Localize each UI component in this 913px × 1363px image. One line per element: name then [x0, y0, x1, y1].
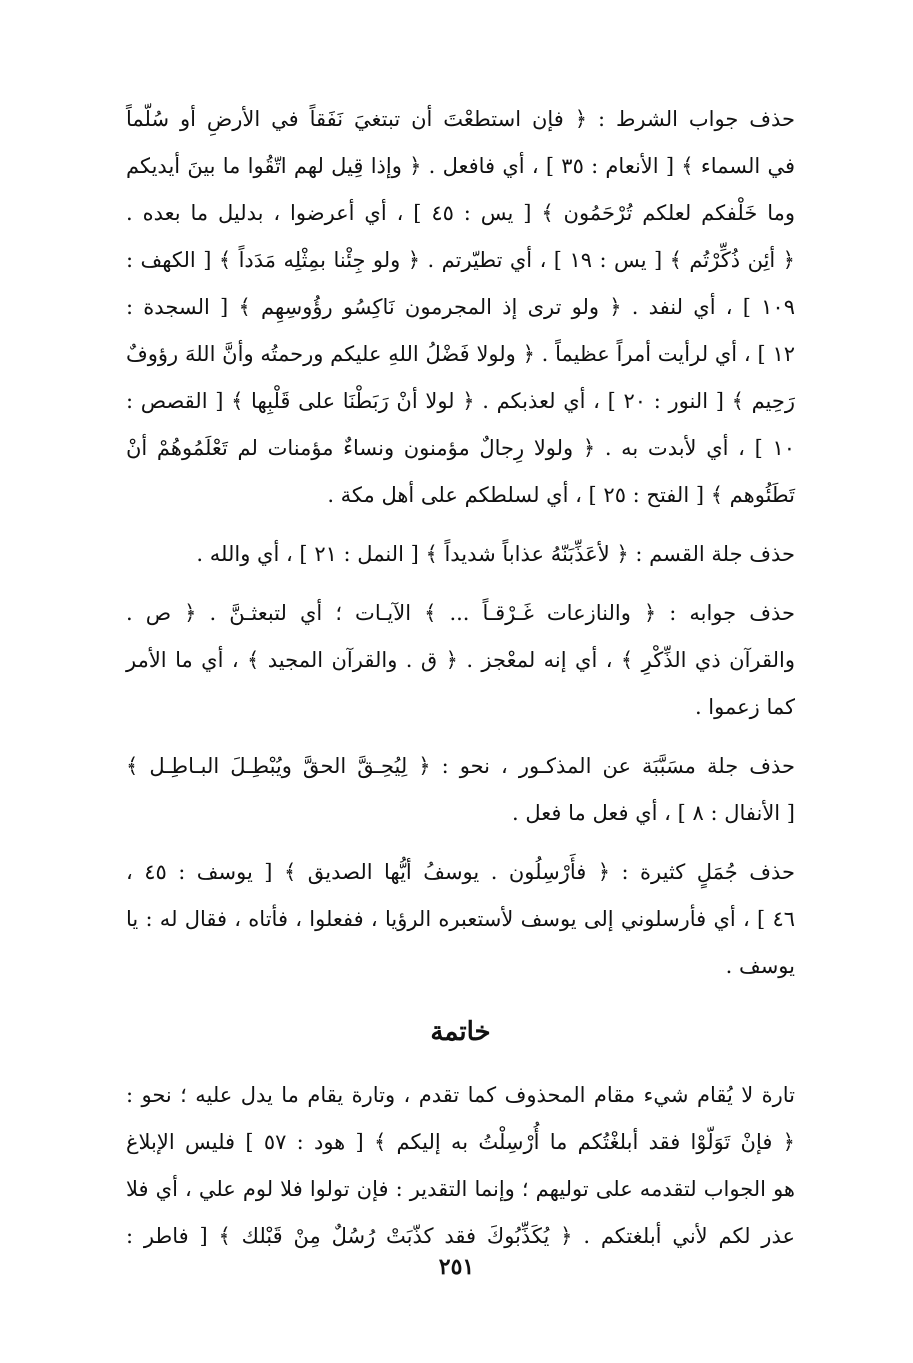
- text-line: [ الأنفال : ٨ ] ، أي فعل ما فعل .: [512, 801, 795, 825]
- text-line: كما زعموا .: [694, 695, 795, 719]
- text-line: يوسف .: [725, 954, 795, 978]
- text-line: ١٠ ] ، أي لأبدت به . ﴿ ولولا رِجالٌ مؤمنون ونساءٌ مؤمنات لم تَعْلَمُوهُمْ أنْ: [126, 436, 795, 460]
- text-line: والقرآن ذي الذِّكْرِ ﴾ ، أي إنه لمعْجز . ﴿ ق . والقرآن المجيد ﴾ ، أي ما الأمر: [126, 648, 795, 672]
- paragraph-caused-sentence: [126, 743, 795, 837]
- paragraph-oath-sentence: [126, 531, 795, 578]
- text-line: ٤٦ ] ، أي فأرسلوني إلى يوسف لأستعبره الرؤيا ، ففعلوا ، فأتاه ، فقال له : يا: [126, 907, 795, 931]
- text-line: ١٢ ] ، أي لرأيت أمراً عظيماً . ﴿ ولولا فَضْلُ اللهِ عليكم ورحمتُه وأنَّ اللهَ رؤوفٌ: [126, 342, 795, 366]
- text-line: في السماء ﴾ [ الأنعام : ٣٥ ] ، أي فافعل . ﴿ وإذا قِيل لهم اتّقُوا ما بينَ أيديكم: [126, 154, 795, 178]
- main-text: [126, 96, 795, 1260]
- text-line: حذف جوابه : ﴿ والنازعات غَـرْقـاً ... ﴾ الآيـات ؛ أي لتبعثـنَّ . ﴿ ص .: [126, 601, 795, 625]
- text-line: هو الجواب لتقدمه على توليهم ؛ وإنما التقدير : فإن تولوا فلا لوم علي ، أي فلا: [126, 1177, 795, 1201]
- text-line: حذف جلة القسم : ﴿ لأعَذِّبَنّهُ عذاباً شديداً ﴾ [ النمل : ٢١ ] ، أي والله .: [196, 542, 795, 566]
- paragraph-closing: [126, 1072, 795, 1260]
- text-line: تَطَئُوهم ﴾ [ الفتح : ٢٥ ] ، أي لسلطكم على أهل مكة .: [327, 483, 795, 507]
- paragraph-oath-answer: [126, 590, 795, 731]
- text-line: حذف جواب الشرط : ﴿ فإن استطعْتَ أن تبتغيَ نَفَقاً في الأرضِ أو سُلّماً: [126, 107, 795, 131]
- text-line: حذف جلة مسَبَّبَة عن المذكـور ، نحو : ﴿ لِيُحِـقَّ الحقَّ ويُبْطِـلَ البـاطِـل ﴾: [126, 754, 795, 778]
- text-line: وما خَلْفكم لعلكم تُرْحَمُون ﴾ [ يس : ٤٥ ] ، أي أعرضوا ، بدليل ما بعده .: [126, 201, 795, 225]
- text-line: ١٠٩ ] ، أي لنفد . ﴿ ولو ترى إذ المجرمون نَاكِسُو رؤُوسِهِم ﴾ [ السجدة :: [126, 295, 795, 319]
- text-line: تارة لا يُقام شيء مقام المحذوف كما تقدم ، وتارة يقام ما يدل عليه ؛ نحو :: [126, 1083, 795, 1107]
- text-line: رَحِيم ﴾ [ النور : ٢٠ ] ، أي لعذبكم . ﴿ لولا أنْ رَبَطْنَا على قَلْبِها ﴾ [ القصص :: [126, 389, 795, 413]
- text-line: ﴿ أئِن ذُكِّرْتُم ﴾ [ يس : ١٩ ] ، أي تطيّرتم . ﴿ ولو جِئْنا بمِثْلِه مَدَداً ﴾ [ الكهف :: [126, 248, 795, 272]
- text-line: ﴿ فإنْ تَوَلّوْا فقد أبلغْتُكم ما أُرْسِلْتُ به إليكم ﴾ [ هود : ٥٧ ] فليس الإبلاغ: [126, 1130, 795, 1154]
- page-number: ٢٥١: [438, 1254, 475, 1280]
- text-line: عذر لكم لأني أبلغتكم . ﴿ يُكَذِّبُوكَ فقد كذّبَتْ رُسُلٌ مِنْ قَبْلك ﴾ [ فاطر :: [126, 1224, 795, 1248]
- text-line: حذف جُمَلٍ كثيرة : ﴿ فأَرْسِلُون . يوسفُ أيُّها الصديق ﴾ [ يوسف : ٤٥ ،: [126, 860, 795, 884]
- section-heading: خاتمة: [430, 1017, 491, 1047]
- paragraph-many-sentences: [126, 849, 795, 990]
- paragraph-conditional-answer: [126, 96, 795, 519]
